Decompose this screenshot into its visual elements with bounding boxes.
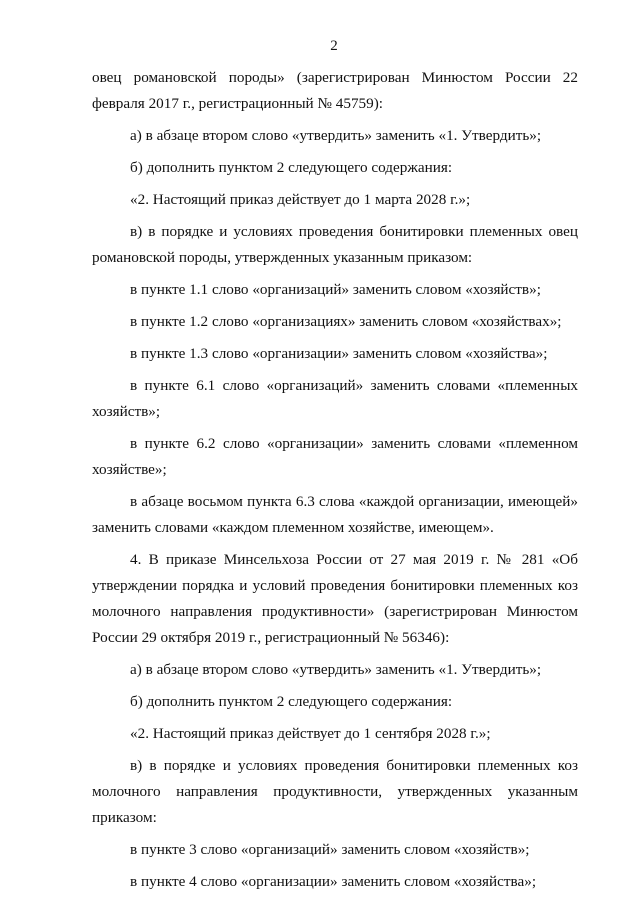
- paragraph-item-b: б) дополнить пунктом 2 следующего содержания:: [130, 159, 453, 176]
- paragraph-point-6-1: в пункте 6.1 слово «организаций» заменить словами «племенных хозяйств»;: [92, 377, 578, 420]
- document-body: [92, 65, 578, 901]
- paragraph-section-4: 4. В приказе Минсельхоза России от 27 мая 2019 г. № 281 «Об утверждении порядка и условий проведения бонитировки племенных коз молочного направления продуктивности» (зарегистрирован Минюстом России 29 октября 2019 г., регистрационный № 56346):: [92, 551, 578, 646]
- paragraph-point-1-2: в пункте 1.2 слово «организациях» заменить словом «хозяйствах»;: [130, 313, 562, 330]
- paragraph-quote-2: «2. Настоящий приказ действует до 1 сентября 2028 г.»;: [130, 725, 491, 742]
- paragraph-point-1-1: в пункте 1.1 слово «организаций» заменить словом «хозяйств»;: [130, 281, 541, 298]
- paragraph-point-6-2: в пункте 6.2 слово «организации» заменить словами «племенном хозяйстве»;: [92, 435, 578, 478]
- paragraph-quote: «2. Настоящий приказ действует до 1 марта 2028 г.»;: [130, 191, 471, 208]
- paragraph-point-3: в пункте 3 слово «организаций» заменить словом «хозяйств»;: [130, 841, 530, 858]
- page-number: 2: [330, 38, 338, 54]
- paragraph-item-v-2: в) в порядке и условиях проведения бонитировки племенных коз молочного направления продуктивности, утвержденных указанным приказом:: [92, 757, 578, 826]
- paragraph-point-6-3: в абзаце восьмом пункта 6.3 слова «каждой организации, имеющей» заменить словами «каждом племенном хозяйстве, имеющем».: [92, 493, 578, 536]
- paragraph-item-v: в) в порядке и условиях проведения бонитировки племенных овец романовской породы, утвержденных указанным приказом:: [92, 223, 578, 266]
- paragraph-item-a-2: а) в абзаце втором слово «утвердить» заменить «1. Утвердить»;: [130, 661, 542, 678]
- paragraph-continuation: овец романовской породы» (зарегистрирован Минюстом России 22 февраля 2017 г., регистрационный № 45759):: [92, 69, 578, 112]
- paragraph-item-a: а) в абзаце втором слово «утвердить» заменить «1. Утвердить»;: [130, 127, 542, 144]
- paragraph-point-4: в пункте 4 слово «организации» заменить словом «хозяйства»;: [130, 873, 537, 890]
- paragraph-point-1-3: в пункте 1.3 слово «организации» заменить словом «хозяйства»;: [130, 345, 548, 362]
- paragraph-item-b-2: б) дополнить пунктом 2 следующего содержания:: [130, 693, 453, 710]
